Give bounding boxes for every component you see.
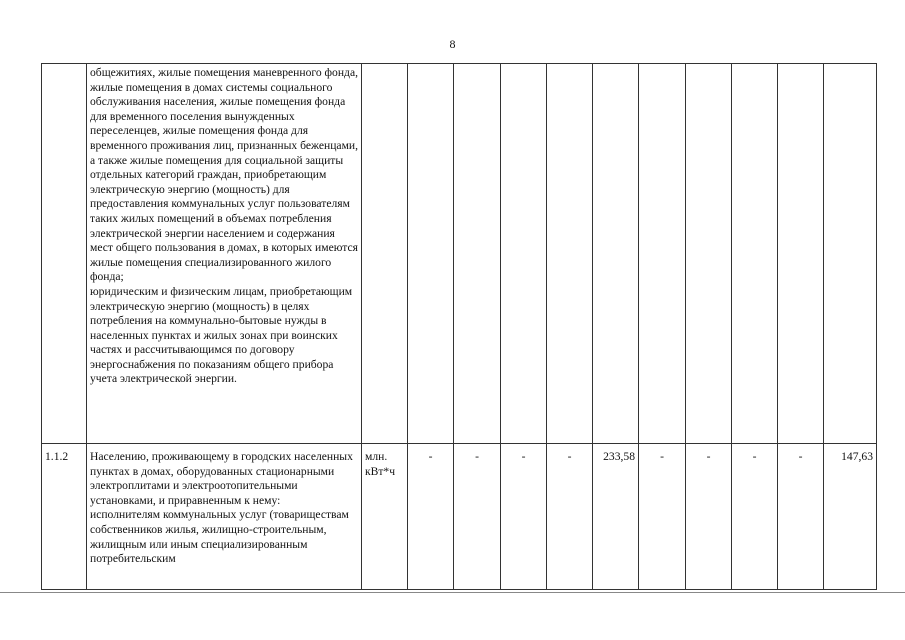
value-cell: - <box>639 444 686 590</box>
row-description <box>87 64 362 444</box>
value-cell <box>732 64 778 444</box>
value-cell <box>639 64 686 444</box>
value-cell: 147,63 <box>824 444 877 590</box>
row-description <box>87 444 362 590</box>
page-number: 8 <box>449 37 456 51</box>
value-cell <box>593 64 639 444</box>
table-row <box>42 64 877 444</box>
value-cell: - <box>778 444 824 590</box>
row-number <box>42 64 87 444</box>
description-text: Населению, проживающему в городских населенных пунктах в домах, оборудованных стационарными электроплитами и электроотопительными установками, и приравненным к нему: исполнителям коммунальных услуг (товариществам собственников жилья, жилищно-строительным, жилищным или иным специализированным потребительским <box>90 450 353 566</box>
value-cell: - <box>547 444 593 590</box>
value-cell <box>686 64 732 444</box>
value-cell <box>824 64 877 444</box>
value-cell <box>501 64 547 444</box>
value-cell: - <box>408 444 454 590</box>
row-unit <box>362 64 408 444</box>
value-cell: - <box>686 444 732 590</box>
value-cell <box>547 64 593 444</box>
value-cell: 233,58 <box>593 444 639 590</box>
value-cell: - <box>732 444 778 590</box>
tariff-table <box>41 63 877 590</box>
table-row <box>42 444 877 590</box>
page-edge-line <box>0 592 905 593</box>
value-cell <box>408 64 454 444</box>
value-cell <box>778 64 824 444</box>
description-text: общежитиях, жилые помещения маневренного фонда, жилые помещения в домах системы социального обслуживания населения, жилые помещения фонда для временного поселения вынужденных переселенцев, жилые помещения фонда для временного проживания лиц, признанных беженцами, а также жилые помещения для социальной защиты отдельных категорий граждан, приобретающим электрическую энергию (мощность) для предоставления коммунальных услуг пользователям таких жилых помещений в объемах потребления электрической энергии населением и содержания мест общего пользования в домах, в которых имеются жилые помещения специализированного жилого фонда; юридическим и физическим лицам, приобретающим электрическую энергию (мощность) в целях потребления на коммунально-бытовые нужды в населенных пунктах и жилых зонах при воинских частях и рассчитывающимся по договору энергоснабжения по показаниям общего прибора учета электрической энергии. <box>90 66 359 386</box>
value-cell <box>454 64 501 444</box>
value-cell: - <box>501 444 547 590</box>
row-number: 1.1.2 <box>42 444 87 590</box>
value-cell: - <box>454 444 501 590</box>
row-unit: млн. кВт*ч <box>362 444 408 590</box>
